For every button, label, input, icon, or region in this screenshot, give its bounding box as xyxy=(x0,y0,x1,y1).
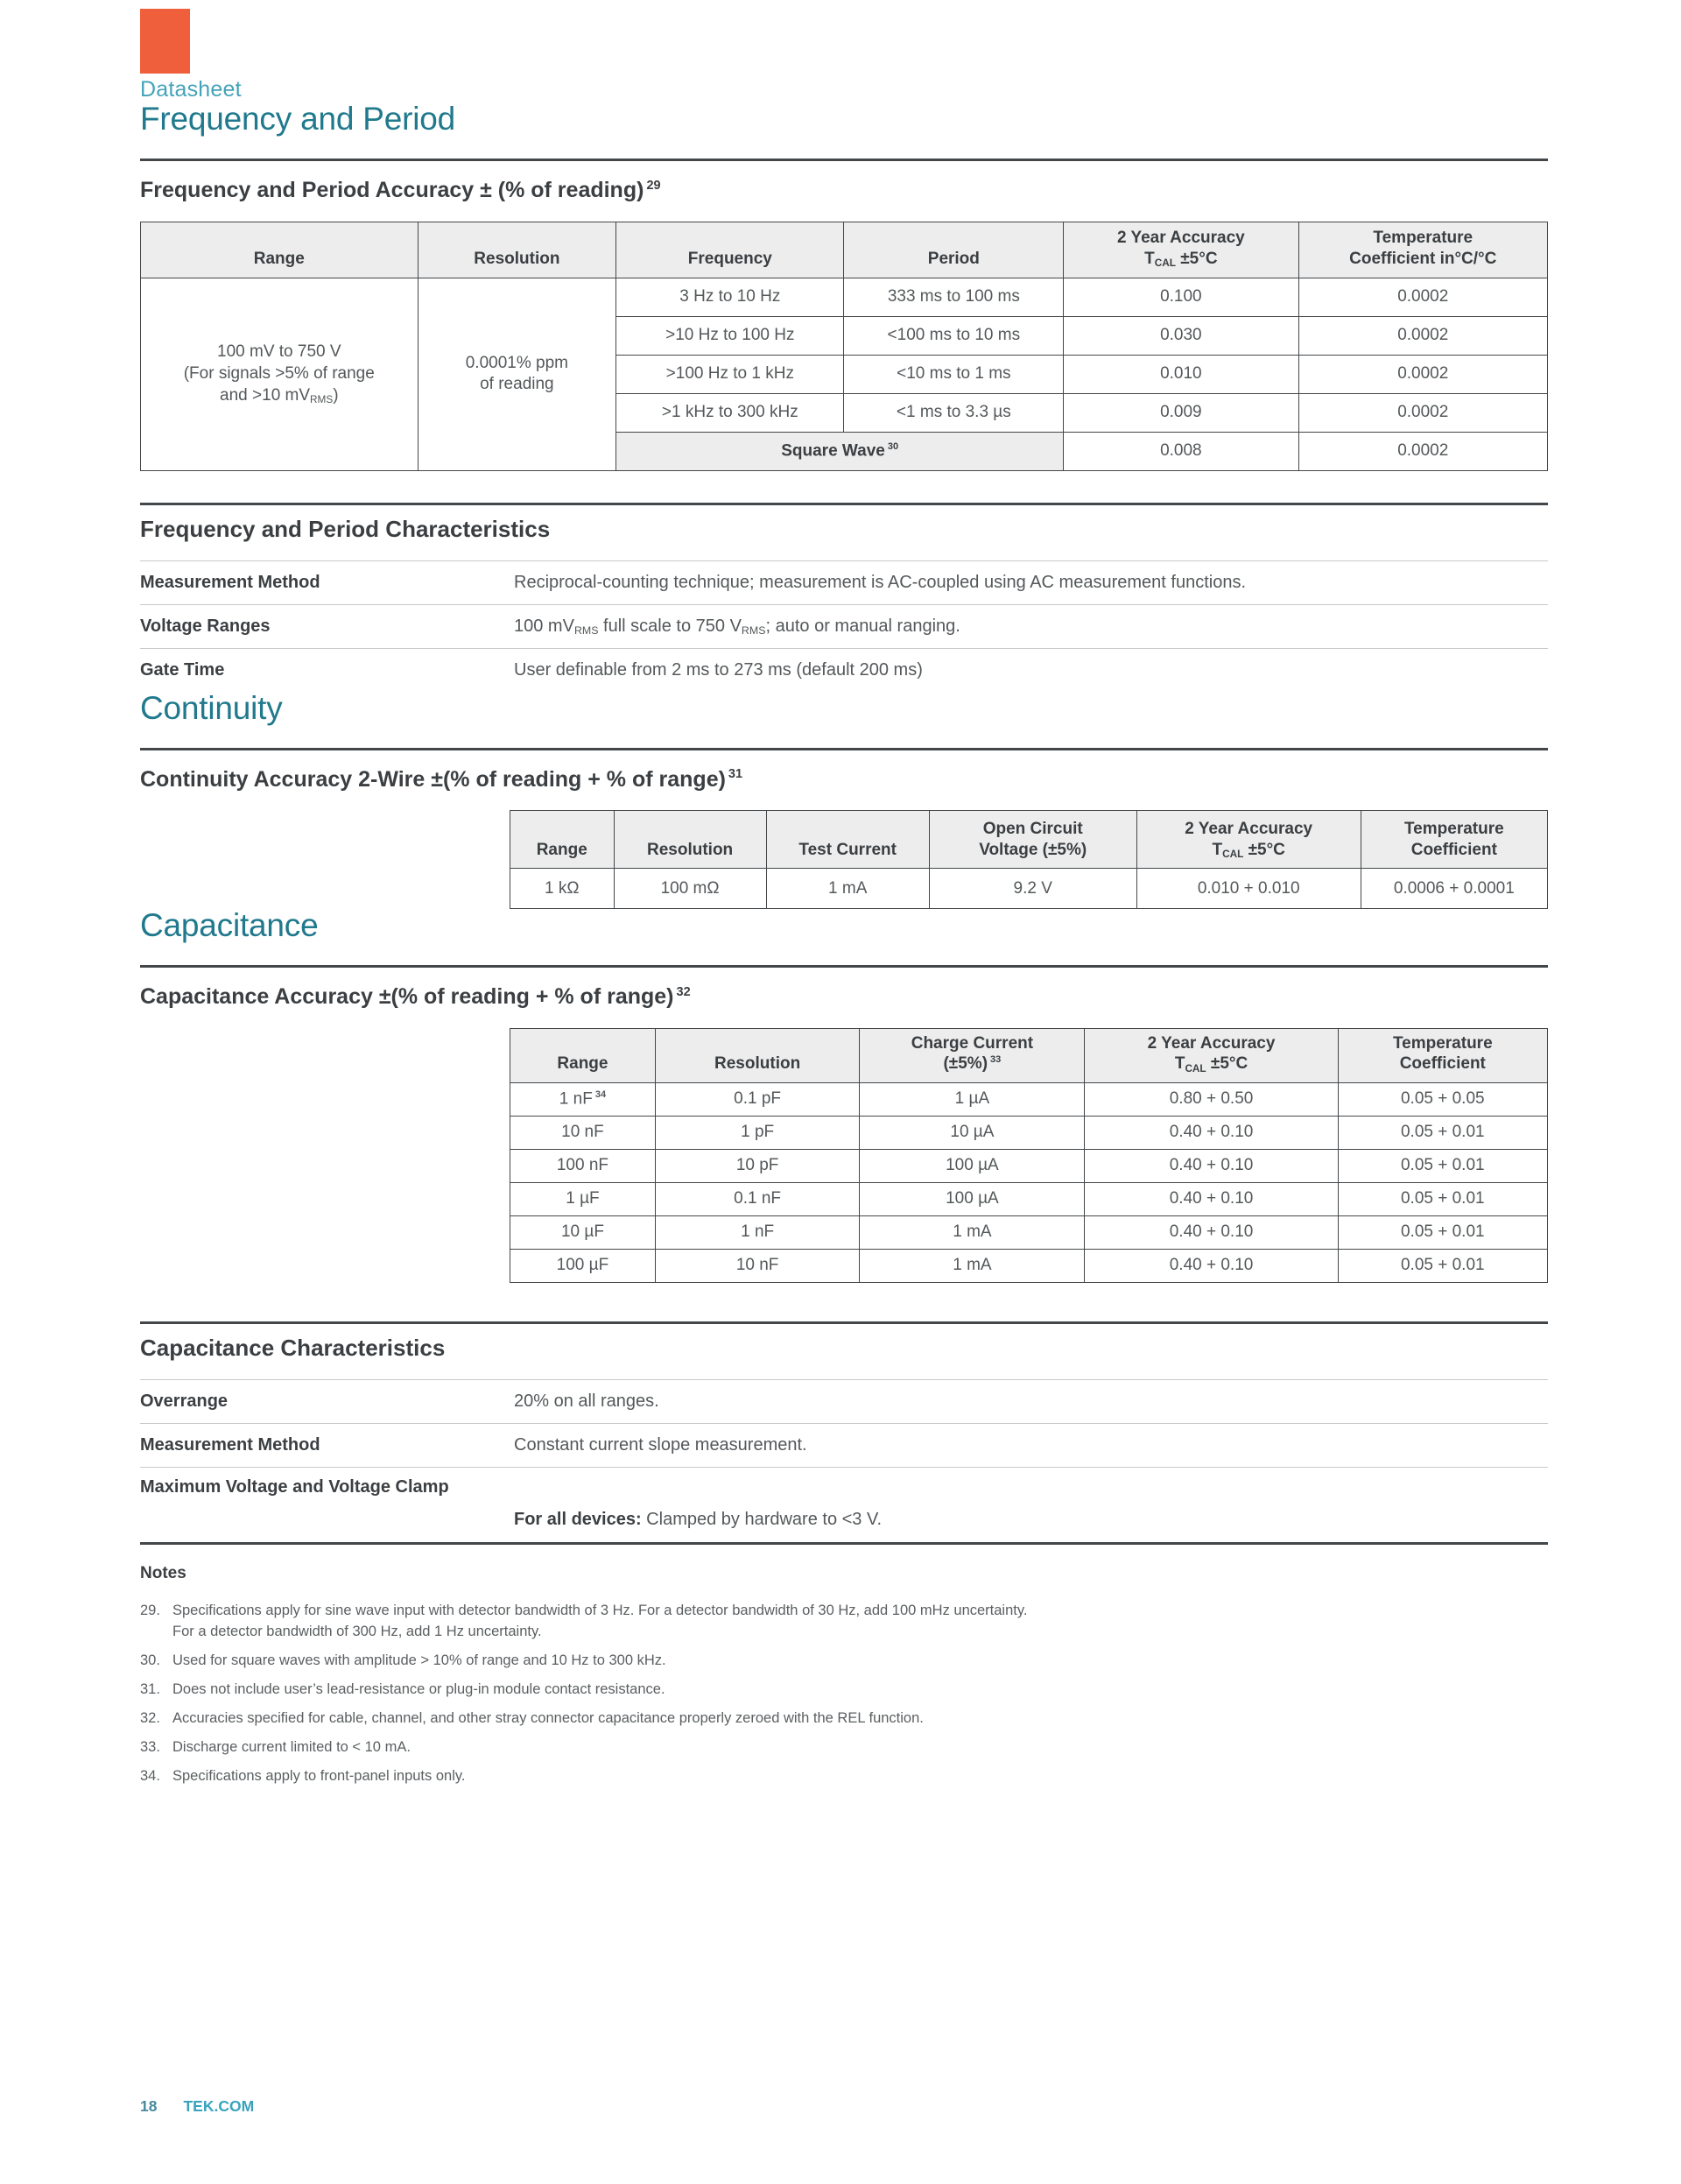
notes-section xyxy=(140,1564,1548,1786)
ocv-header-line1: Open Circuit xyxy=(982,819,1083,838)
note-number: 34. xyxy=(140,1768,160,1785)
cell-resolution: 0.1 pF xyxy=(655,1083,859,1117)
cell-period: <100 ms to 10 ms xyxy=(844,316,1064,355)
rms-subscript: RMS xyxy=(741,624,766,638)
col-header-accuracy xyxy=(1136,811,1361,869)
note-number: 33. xyxy=(140,1739,160,1756)
cell-accuracy: 0.010 + 0.010 xyxy=(1136,869,1361,909)
tempco-header-line2: Coefficient in°C/°C xyxy=(1349,250,1497,268)
tcal-t: T xyxy=(1144,250,1155,268)
frequency-accuracy-title xyxy=(140,178,1548,203)
cell-resolution: 10 pF xyxy=(655,1150,859,1183)
note-number: 32. xyxy=(140,1710,160,1727)
resolution-line1: 0.0001% ppm xyxy=(465,353,568,372)
cell-resolution: 1 nF xyxy=(655,1216,859,1250)
table-row xyxy=(141,278,1548,316)
tempco-header-line2: Coefficient xyxy=(1399,1054,1486,1074)
cell-range: 1 µF xyxy=(510,1183,656,1216)
rms-subscript: RMS xyxy=(573,624,599,638)
table-header-row xyxy=(510,1029,1548,1083)
note-text: Used for square waves with amplitude > 10% of range and 10 Hz to 300 kHz. xyxy=(172,1652,666,1669)
cell-square-wave xyxy=(616,432,1064,470)
table-row xyxy=(510,1150,1548,1183)
characteristic-row xyxy=(140,604,1548,648)
cell-accuracy: 0.010 xyxy=(1064,355,1298,393)
cell-accuracy: 0.030 xyxy=(1064,316,1298,355)
cell-accuracy: 0.40 + 0.10 xyxy=(1085,1117,1338,1150)
cell-accuracy: 0.008 xyxy=(1064,432,1298,470)
col-header-accuracy xyxy=(1085,1029,1338,1083)
cell-range: 100 nF xyxy=(510,1150,656,1183)
note-ref-31: 31 xyxy=(728,767,743,782)
notes-title: Notes xyxy=(140,1564,186,1583)
cell-accuracy: 0.80 + 0.50 xyxy=(1085,1083,1338,1117)
cell-range: 1 kΩ xyxy=(510,869,615,909)
value-segment: 100 mV xyxy=(514,616,574,636)
section-divider xyxy=(140,965,1548,968)
table-row xyxy=(510,1117,1548,1150)
cell-tempco: 0.0002 xyxy=(1298,278,1547,316)
value-segment: Clamped by hardware to <3 V. xyxy=(641,1510,883,1530)
tek-com-link[interactable]: TEK.COM xyxy=(183,2097,255,2115)
cell-period: <10 ms to 1 ms xyxy=(844,355,1064,393)
cell-range xyxy=(510,1083,656,1117)
cell-tempco: 0.05 + 0.01 xyxy=(1338,1183,1547,1216)
cell-resolution: 100 mΩ xyxy=(614,869,766,909)
characteristic-label: Measurement Method xyxy=(140,1435,320,1455)
cell-charge-current: 1 mA xyxy=(860,1250,1085,1283)
characteristic-label: Gate Time xyxy=(140,659,225,680)
tcal-suffix: ±5°C xyxy=(1206,1054,1248,1074)
cell-period: <1 ms to 3.3 µs xyxy=(844,393,1064,432)
square-wave-label: Square Wave xyxy=(781,441,885,461)
tcal-sub: CAL xyxy=(1185,1062,1206,1074)
note-ref-32: 32 xyxy=(676,985,691,1000)
characteristic-row xyxy=(140,1423,1548,1467)
range-line1: 100 mV to 750 V xyxy=(217,342,341,362)
accuracy-header-line1: 2 Year Accuracy xyxy=(1147,1033,1276,1053)
cell-tempco: 0.05 + 0.01 xyxy=(1338,1216,1547,1250)
accuracy-header-line2 xyxy=(1175,1054,1248,1073)
value-segment: full scale to 750 V xyxy=(598,616,742,636)
cell-accuracy: 0.009 xyxy=(1064,393,1298,432)
resolution-line2: of reading xyxy=(480,375,554,394)
page-footer xyxy=(140,2097,254,2116)
cell-tempco: 0.05 + 0.01 xyxy=(1338,1250,1547,1283)
tcal-suffix: ±5°C xyxy=(1243,840,1285,859)
cell-accuracy: 0.40 + 0.10 xyxy=(1085,1183,1338,1216)
tempco-header-line1: Temperature xyxy=(1392,1033,1493,1053)
col-header-open-circuit-voltage xyxy=(929,811,1136,869)
col-header-resolution: Resolution xyxy=(614,811,766,869)
cell-range: 10 nF xyxy=(510,1117,656,1150)
tempco-header-line1: Temperature xyxy=(1373,229,1474,248)
section-divider xyxy=(140,159,1548,161)
page-number: 18 xyxy=(140,2097,158,2115)
range-line3 xyxy=(220,386,338,405)
cell-charge-current: 100 µA xyxy=(860,1150,1085,1183)
cell-accuracy: 0.40 + 0.10 xyxy=(1085,1250,1338,1283)
characteristic-value xyxy=(514,616,1548,637)
note-text: Does not include user’s lead-resistance or plug-in module contact resistance. xyxy=(172,1681,665,1698)
characteristic-value: Constant current slope measurement. xyxy=(514,1435,807,1455)
characteristic-value xyxy=(514,1510,1548,1530)
value-segment: ; auto or manual ranging. xyxy=(765,616,960,636)
cell-resolution: 0.1 nF xyxy=(655,1183,859,1216)
col-header-period: Period xyxy=(844,222,1064,278)
frequency-accuracy-title-text: Frequency and Period Accuracy ± (% of reading) xyxy=(140,178,644,202)
cell-accuracy: 0.40 + 0.10 xyxy=(1085,1150,1338,1183)
note-text: Specifications apply for sine wave input with detector bandwidth of 3 Hz. For a detector bandwidth of 30 Hz, add 100 mHz uncertainty. xyxy=(172,1603,1028,1619)
note-ref-33: 33 xyxy=(990,1054,1002,1066)
range-text: 1 nF xyxy=(559,1089,593,1109)
cell-range: 100 µF xyxy=(510,1250,656,1283)
cell-tempco: 0.0002 xyxy=(1298,355,1547,393)
characteristic-row xyxy=(140,648,1548,692)
range-line3-pre: and >10 mV xyxy=(220,385,311,405)
col-header-tempco xyxy=(1361,811,1547,869)
cell-tempco: 0.05 + 0.01 xyxy=(1338,1117,1547,1150)
characteristic-value: 20% on all ranges. xyxy=(514,1391,659,1412)
note-item xyxy=(140,1679,1548,1700)
section-title-frequency-period: Frequency and Period xyxy=(140,101,456,137)
frequency-accuracy-table xyxy=(140,222,1548,471)
cell-resolution: 10 nF xyxy=(655,1250,859,1283)
note-item xyxy=(140,1600,1548,1642)
table-row xyxy=(510,1083,1548,1117)
note-ref-34: 34 xyxy=(594,1089,607,1101)
table-row xyxy=(510,1250,1548,1283)
continuity-accuracy-title-text: Continuity Accuracy 2-Wire ±(% of reading + % of range) xyxy=(140,766,726,792)
cell-open-circuit-voltage: 9.2 V xyxy=(929,869,1136,909)
col-header-range: Range xyxy=(141,222,418,278)
cell-frequency: >10 Hz to 100 Hz xyxy=(616,316,844,355)
table-row xyxy=(510,869,1548,909)
capacitance-characteristics-title: Capacitance Characteristics xyxy=(140,1335,446,1362)
note-number: 29. xyxy=(140,1603,160,1619)
brand-accent-bar xyxy=(140,9,190,74)
col-header-charge-current xyxy=(860,1029,1085,1083)
note-text: Discharge current limited to < 10 mA. xyxy=(172,1739,411,1756)
charge-header-line2-text: (±5%) xyxy=(943,1054,988,1074)
section-title-continuity: Continuity xyxy=(140,689,283,726)
note-text: Accuracies specified for cable, channel, and other stray connector capacitance properly zeroed with the REL function. xyxy=(172,1710,924,1727)
characteristic-label: Overrange xyxy=(140,1391,229,1412)
note-item xyxy=(140,1737,1548,1758)
note-number: 31. xyxy=(140,1681,160,1698)
tcal-t: T xyxy=(1174,1054,1185,1074)
note-number: 30. xyxy=(140,1652,160,1669)
cell-frequency: 3 Hz to 10 Hz xyxy=(616,278,844,316)
col-header-resolution: Resolution xyxy=(655,1029,859,1083)
tempco-header-line2: Coefficient xyxy=(1410,840,1497,859)
characteristic-label: Maximum Voltage and Voltage Clamp xyxy=(140,1477,449,1497)
cell-tempco: 0.05 + 0.01 xyxy=(1338,1150,1547,1183)
col-header-resolution: Resolution xyxy=(418,222,616,278)
cell-resolution xyxy=(418,278,616,470)
characteristic-value: User definable from 2 ms to 273 ms (default 200 ms) xyxy=(514,659,923,680)
frequency-characteristics-title: Frequency and Period Characteristics xyxy=(140,515,551,542)
accuracy-header-line2 xyxy=(1213,841,1285,859)
col-header-tempco xyxy=(1298,222,1547,278)
tempco-header-line1: Temperature xyxy=(1403,819,1504,838)
cell-accuracy: 0.40 + 0.10 xyxy=(1085,1216,1338,1250)
section-title-capacitance: Capacitance xyxy=(140,907,319,944)
col-header-range: Range xyxy=(510,1029,656,1083)
section-divider xyxy=(140,1542,1548,1545)
note-item xyxy=(140,1650,1548,1671)
cell-range xyxy=(141,278,418,470)
tcal-suffix: ±5°C xyxy=(1175,250,1218,268)
capacitance-accuracy-table xyxy=(510,1028,1548,1283)
accuracy-header-line2 xyxy=(1144,250,1217,268)
cell-frequency: >100 Hz to 1 kHz xyxy=(616,355,844,393)
table-header-row xyxy=(141,222,1548,278)
cell-test-current: 1 mA xyxy=(766,869,929,909)
col-header-frequency: Frequency xyxy=(616,222,844,278)
section-divider xyxy=(140,1321,1548,1324)
value-bold-prefix: For all devices: xyxy=(514,1510,642,1530)
cell-accuracy: 0.100 xyxy=(1064,278,1298,316)
note-item xyxy=(140,1708,1548,1729)
cell-frequency: >1 kHz to 300 kHz xyxy=(616,393,844,432)
capacitance-accuracy-title-text: Capacitance Accuracy ±(% of reading + % of range) xyxy=(140,984,674,1010)
notes-list xyxy=(140,1600,1548,1786)
col-header-test-current: Test Current xyxy=(766,811,929,869)
cell-charge-current: 1 µA xyxy=(860,1083,1085,1117)
section-divider xyxy=(140,748,1548,750)
table-row xyxy=(510,1216,1548,1250)
cell-tempco: 0.0002 xyxy=(1298,432,1547,470)
cell-period: 333 ms to 100 ms xyxy=(844,278,1064,316)
continuity-accuracy-title xyxy=(140,767,1548,793)
cell-tempco: 0.0006 + 0.0001 xyxy=(1361,869,1547,909)
cell-tempco: 0.05 + 0.05 xyxy=(1338,1083,1547,1117)
charge-header-line1: Charge Current xyxy=(911,1033,1034,1053)
characteristic-row xyxy=(140,1379,1548,1423)
cell-tempco: 0.0002 xyxy=(1298,393,1547,432)
continuity-accuracy-table xyxy=(510,810,1548,909)
cell-charge-current: 1 mA xyxy=(860,1216,1085,1250)
note-ref-29: 29 xyxy=(646,178,661,193)
capacitance-characteristics-list xyxy=(140,1379,1548,1542)
charge-header-line2 xyxy=(943,1054,1001,1073)
col-header-range: Range xyxy=(510,811,615,869)
capacitance-accuracy-title xyxy=(140,984,1548,1010)
document-type-label: Datasheet xyxy=(140,77,242,102)
tcal-sub: CAL xyxy=(1154,257,1176,270)
tcal-t: T xyxy=(1212,840,1223,859)
cell-charge-current: 10 µA xyxy=(860,1117,1085,1150)
note-text: Specifications apply to front-panel inputs only. xyxy=(172,1768,466,1785)
characteristic-row xyxy=(140,560,1548,604)
col-header-tempco xyxy=(1338,1029,1547,1083)
range-line2: (For signals >5% of range xyxy=(183,363,375,383)
characteristic-row xyxy=(140,1467,1548,1542)
cell-charge-current: 100 µA xyxy=(860,1183,1085,1216)
characteristic-label: Voltage Ranges xyxy=(140,616,271,636)
cell-range: 10 µF xyxy=(510,1216,656,1250)
note-item xyxy=(140,1765,1548,1786)
characteristic-value: Reciprocal-counting technique; measurement is AC-coupled using AC measurement functions. xyxy=(514,572,1246,592)
ocv-header-line2: Voltage (±5%) xyxy=(979,840,1087,859)
range-line3-sub: RMS xyxy=(310,393,334,405)
cell-resolution: 1 pF xyxy=(655,1117,859,1150)
note-text-continued: For a detector bandwidth of 300 Hz, add 1 Hz uncertainty. xyxy=(172,1624,542,1640)
range-line3-post: ) xyxy=(333,385,339,405)
note-ref-30: 30 xyxy=(887,440,899,452)
frequency-characteristics-list xyxy=(140,560,1548,692)
col-header-accuracy xyxy=(1064,222,1298,278)
datasheet-page xyxy=(0,9,1681,2184)
table-row xyxy=(510,1183,1548,1216)
cell-tempco: 0.0002 xyxy=(1298,316,1547,355)
tcal-sub: CAL xyxy=(1222,848,1244,860)
accuracy-header-line1: 2 Year Accuracy xyxy=(1185,819,1313,838)
characteristic-label: Measurement Method xyxy=(140,572,320,592)
accuracy-header-line1: 2 Year Accuracy xyxy=(1116,229,1245,248)
table-header-row xyxy=(510,811,1548,869)
section-divider xyxy=(140,503,1548,505)
